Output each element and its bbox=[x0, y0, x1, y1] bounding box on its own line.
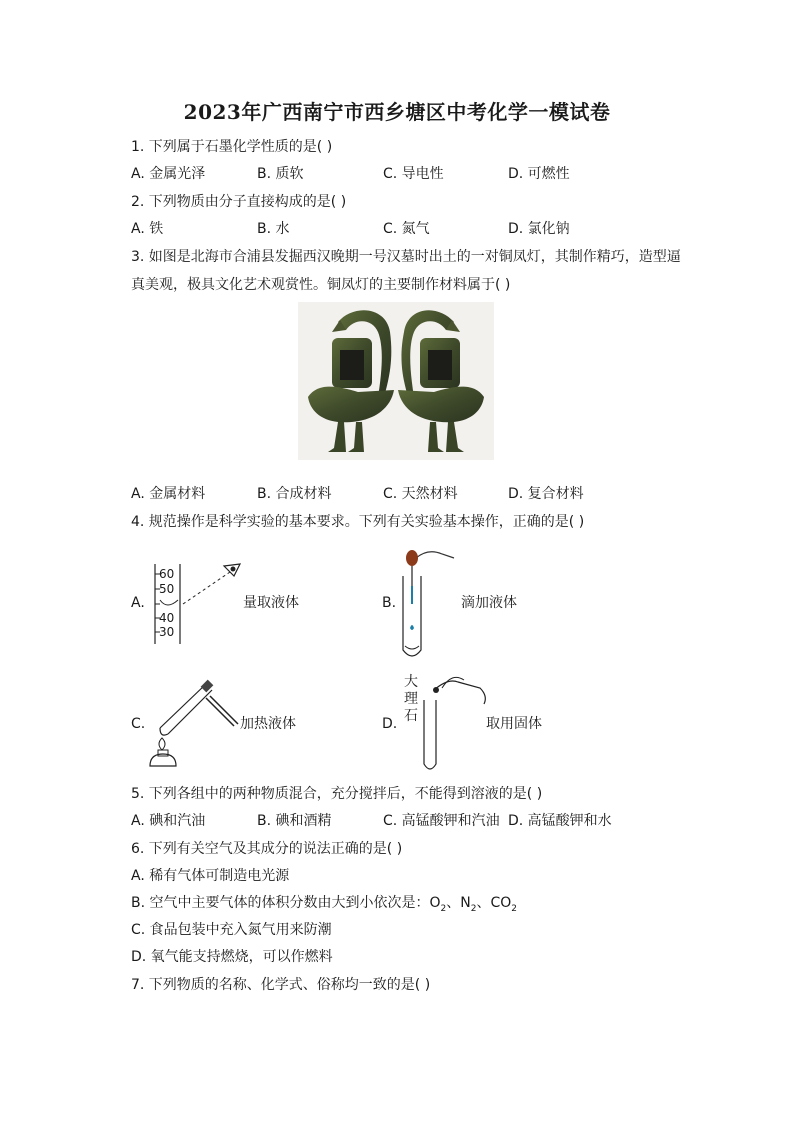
question-5-stem: 5. 下列各组中的两种物质混合，充分搅拌后，不能得到溶液的是( ) bbox=[131, 786, 543, 802]
question-2-option-c: C. 氮气 bbox=[383, 221, 430, 237]
formula-n2: $N_2$ bbox=[460, 895, 477, 914]
dropper-test-tube-diagram bbox=[398, 546, 458, 662]
question-4-letter-c: C. bbox=[131, 716, 146, 732]
question-5-option-c: C. 高锰酸钾和汽油 bbox=[383, 813, 500, 829]
question-1-option-a: A. 金属光泽 bbox=[131, 166, 206, 182]
right-lamp-shape bbox=[398, 310, 484, 452]
cylinder-tick-50: 50 bbox=[159, 582, 175, 596]
question-4-caption-d: 取用固体 bbox=[486, 716, 542, 732]
question-1-option-d: D. 可燃性 bbox=[508, 166, 570, 182]
question-4-letter-d: D. bbox=[382, 716, 398, 732]
question-2-stem: 2. 下列物质由分子直接构成的是( ) bbox=[131, 194, 347, 210]
question-5-option-d: D. 高锰酸钾和水 bbox=[508, 813, 612, 829]
question-4-caption-a: 量取液体 bbox=[243, 595, 299, 611]
question-6-option-d: D. 氧气能支持燃烧，可以作燃料 bbox=[131, 949, 333, 965]
question-3-option-b: B. 合成材料 bbox=[257, 486, 332, 502]
question-4-letter-b: B. bbox=[382, 595, 397, 611]
question-4-letter-a: A. bbox=[131, 595, 145, 611]
question-6-option-b: B. 空气中主要气体的体积分数由大到小依次是：$O_2$、$N_2$、$CO_2$ bbox=[131, 895, 518, 914]
question-1-option-c: C. 导电性 bbox=[383, 166, 444, 182]
marble-test-tube-diagram bbox=[418, 668, 490, 774]
question-7-stem: 7. 下列物质的名称、化学式、俗称均一致的是( ) bbox=[131, 977, 431, 993]
question-1-option-b: B. 质软 bbox=[257, 166, 304, 182]
question-2-option-b: B. 水 bbox=[257, 221, 290, 237]
marble-label-char-1: 大 bbox=[404, 674, 418, 690]
question-6-option-c: C. 食品包装中充入氮气用来防潮 bbox=[131, 922, 332, 938]
question-4-stem: 4. 规范操作是科学实验的基本要求。下列有关实验基本操作，正确的是( ) bbox=[131, 514, 585, 530]
page-title: 2023年广西南宁市西乡塘区中考化学一模试卷 bbox=[183, 100, 611, 124]
cylinder-tick-60: 60 bbox=[159, 567, 175, 581]
question-4-caption-b: 滴加液体 bbox=[461, 595, 517, 611]
question-2-option-a: A. 铁 bbox=[131, 221, 164, 237]
question-6-option-a: A. 稀有气体可制造电光源 bbox=[131, 868, 290, 884]
question-3-option-a: A. 金属材料 bbox=[131, 486, 206, 502]
formula-o2: $O_2$ bbox=[429, 895, 447, 914]
question-3-option-c: C. 天然材料 bbox=[383, 486, 458, 502]
bronze-phoenix-lamps-image bbox=[298, 302, 494, 460]
question-5-option-b: B. 碘和酒精 bbox=[257, 813, 332, 829]
formula-co2: $CO_2$ bbox=[490, 895, 518, 914]
heating-liquid-diagram bbox=[146, 676, 240, 768]
question-1-stem: 1. 下列属于石墨化学性质的是( ) bbox=[131, 139, 333, 155]
question-3-stem-line1: 3. 如图是北海市合浦县发掘西汉晚期一号汉墓时出土的一对铜凤灯，其制作精巧，造型逼 bbox=[131, 249, 681, 265]
question-5-option-a: A. 碘和汽油 bbox=[131, 813, 206, 829]
question-6-option-b-text: B. 空气中主要气体的体积分数由大到小依次是： bbox=[131, 895, 430, 911]
question-3-option-d: D. 复合材料 bbox=[508, 486, 584, 502]
marble-label-char-2: 理 bbox=[404, 691, 418, 707]
marble-label-char-3: 石 bbox=[404, 708, 418, 724]
question-6-stem: 6. 下列有关空气及其成分的说法正确的是( ) bbox=[131, 841, 403, 857]
cylinder-tick-30: 30 bbox=[159, 625, 175, 639]
question-4-caption-c: 加热液体 bbox=[240, 716, 296, 732]
question-2-option-d: D. 氯化钠 bbox=[508, 221, 570, 237]
question-3-stem-line2: 真美观，极具文化艺术观赏性。铜凤灯的主要制作材料属于( ) bbox=[131, 277, 511, 293]
cylinder-tick-40: 40 bbox=[159, 611, 175, 625]
left-lamp-shape bbox=[308, 310, 394, 452]
